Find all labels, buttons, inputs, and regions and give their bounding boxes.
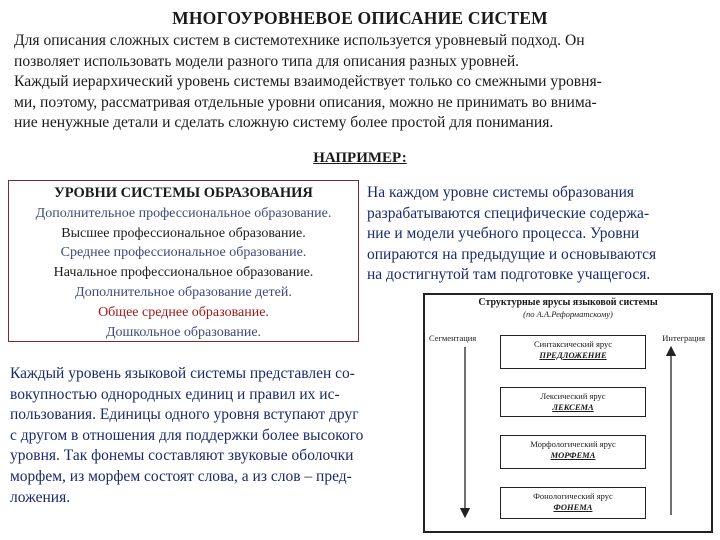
tier-box-phonology [500, 487, 646, 519]
tier-name: Синтаксический ярус [533, 339, 613, 349]
education-level-item: Среднее профессиональное образование. [60, 245, 307, 261]
education-level-item: Высшее профессиональное образование. [61, 225, 306, 241]
language-tiers-diagram [423, 293, 713, 533]
diagram-subtitle: (по А.А.Реформатскому) [523, 309, 613, 319]
education-description [367, 183, 717, 286]
intro-line: ние ненужные детали и сделать сложную систему более простой для понимания. [14, 114, 554, 132]
tier-box-lexical [500, 387, 646, 417]
description-line: ние и модели учебного процесса. Уровни [367, 225, 640, 242]
paragraph-line: вокупностью однородных единиц и правил их ис- [10, 385, 340, 403]
intro-line: Для описания сложных систем в системотехнике используется уровневый подход. Он [14, 32, 585, 49]
paragraph-line: Каждый уровень языковой системы представлен со- [10, 365, 355, 382]
intro-line: Каждый иерархический уровень системы взаимодействует только со смежными уровня- [14, 73, 602, 91]
tier-unit: МОРФЕМА [550, 450, 596, 460]
paragraph-line: с другом в отношения для поддержки более высокого [10, 426, 364, 444]
integration-label: Интеграция [662, 333, 705, 343]
tier-name: Морфологический ярус [530, 439, 616, 449]
education-level-item: Дополнительное образование детей. [75, 284, 292, 300]
intro-paragraph [14, 31, 710, 134]
page-title: МНОГОУРОВНЕВОЕ ОПИСАНИЕ СИСТЕМ [172, 8, 548, 28]
paragraph-line: пользования. Единицы одного уровня вступают друг [10, 406, 359, 424]
description-line: разрабатываются специфические содержа- [367, 204, 650, 222]
description-line: на достигнутой там подготовке учащегося. [367, 266, 651, 283]
tier-name: Фонологический ярус [533, 491, 613, 501]
diagram-title: Структурные ярусы языковой системы [478, 297, 658, 308]
tier-unit: ПРЕДЛОЖЕНИЕ [539, 350, 607, 360]
education-levels-box [8, 180, 359, 342]
tier-unit: ФОНЕМА [553, 502, 593, 512]
tier-name: Лексический ярус [540, 391, 606, 401]
education-level-item: Дошкольное образование. [105, 324, 262, 340]
education-level-item: Общее среднее образование. [98, 304, 269, 320]
education-level-item: Начальное профессиональное образование. [53, 265, 314, 281]
segmentation-label: Сегментация [429, 333, 477, 343]
tier-box-morphology [500, 435, 646, 469]
language-system-paragraph [10, 364, 430, 508]
example-heading: НАПРИМЕР: [313, 150, 407, 166]
paragraph-line: ложения. [10, 488, 71, 506]
education-levels-title: УРОВНИ СИСТЕМЫ ОБРАЗОВАНИЯ [54, 185, 313, 201]
paragraph-line: уровня. Так фонемы составляют звуковые оболочки [10, 447, 354, 465]
intro-line: ми, поэтому, рассматривая отдельные уровни описания, можно не принимать во внима- [14, 93, 597, 111]
education-level-item: Дополнительное профессиональное образование. [35, 205, 332, 221]
tier-box-syntax [500, 335, 646, 369]
paragraph-line: морфем, из морфем состоят слова, а из слов – пред- [10, 467, 352, 485]
tier-unit: ЛЕКСЕМА [552, 402, 594, 412]
intro-line: позволяет использовать модели разного типа для описания разных уровней. [14, 52, 520, 70]
description-line: На каждом уровне системы образования [367, 184, 635, 201]
description-line: опираются на предыдущие и основываются [367, 245, 657, 263]
